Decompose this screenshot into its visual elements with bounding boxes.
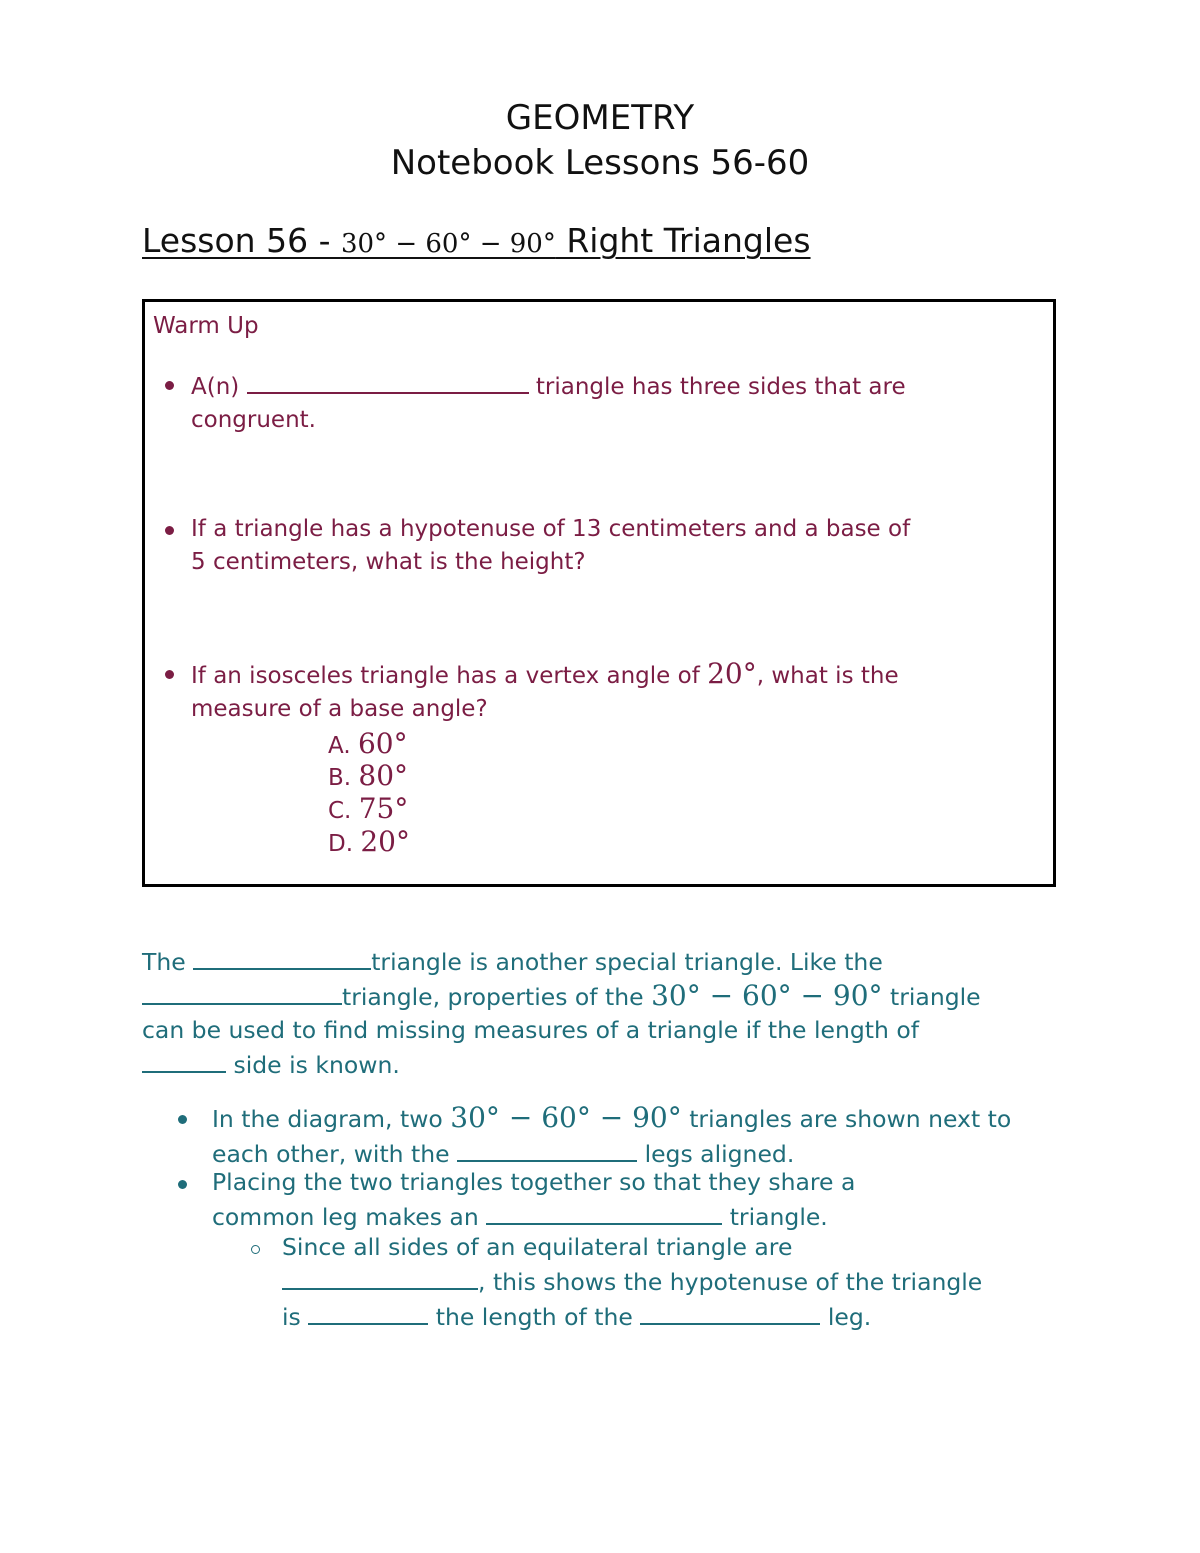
lesson-suffix: Right Triangles <box>555 221 811 260</box>
bullet-icon <box>178 1115 187 1124</box>
bullet-diagram: In the diagram, two 30° − 60° − 90° triangles are shown next to each other, with the legs aligned. <box>212 1101 1072 1171</box>
q3-angle: 20° <box>707 657 757 690</box>
q3-start: If an isosceles triangle has a vertex angle of <box>191 663 700 689</box>
answer-blank[interactable] <box>486 1199 722 1225</box>
choice-d[interactable]: D. 20° <box>328 825 410 858</box>
answer-blank[interactable] <box>308 1299 428 1325</box>
q1-start: A(n) <box>191 374 240 400</box>
angle-set: 30° − 60° − 90° <box>651 979 883 1012</box>
bullet-icon <box>165 381 174 390</box>
q1-end: triangle has three sides that are <box>535 374 906 400</box>
choice-b[interactable]: B. 80° <box>328 759 409 792</box>
warm-up-question-2 <box>191 513 1021 579</box>
answer-blank[interactable] <box>640 1299 820 1325</box>
answer-blank[interactable] <box>282 1264 478 1290</box>
hollow-bullet-icon <box>251 1245 260 1254</box>
sub-bullet-equilateral: Since all sides of an equilateral triangle are , this shows the hypotenuse of the triangle is the length of the leg. <box>282 1231 1072 1334</box>
choice-c[interactable]: C. 75° <box>328 792 409 825</box>
bullet-icon <box>165 670 174 679</box>
lesson-angles: 30° − 60° − 90° <box>340 229 556 259</box>
q2-line2: 5 centimeters, what is the height? <box>191 549 586 575</box>
lesson-prefix: Lesson 56 - <box>142 221 341 260</box>
answer-blank[interactable] <box>142 979 342 1005</box>
document-subtitle: Notebook Lessons 56-60 <box>390 143 810 183</box>
answer-blank[interactable] <box>142 1047 226 1073</box>
q3-line2: measure of a base angle? <box>191 696 488 722</box>
warm-up-title: Warm Up <box>153 313 259 339</box>
answer-blank[interactable] <box>193 944 371 970</box>
choice-a[interactable]: A. 60° <box>328 727 408 760</box>
bullet-icon <box>178 1180 187 1189</box>
bullet-icon <box>165 526 174 535</box>
answer-blank[interactable] <box>247 368 529 394</box>
q3-end: , what is the <box>756 663 899 689</box>
q1-line2: congruent. <box>191 407 316 433</box>
document-title: GEOMETRY <box>505 98 695 138</box>
warm-up-question-1 <box>191 368 1021 437</box>
angle-set: 30° − 60° − 90° <box>450 1101 682 1134</box>
bullet-common-leg: Placing the two triangles together so that they share a common leg makes an triangle. <box>212 1166 1072 1234</box>
warm-up-box <box>142 299 1056 887</box>
warm-up-question-3 <box>191 657 1021 726</box>
intro-paragraph: The triangle is another special triangle. Like the triangle, properties of the 30° − 60° − 90° triangle can be used to find missing measures of a triangle if the length of side is known. <box>142 944 1042 1082</box>
answer-blank[interactable] <box>457 1136 637 1162</box>
lesson-heading <box>142 218 811 267</box>
q2-line1: If a triangle has a hypotenuse of 13 centimeters and a base of <box>191 516 911 542</box>
